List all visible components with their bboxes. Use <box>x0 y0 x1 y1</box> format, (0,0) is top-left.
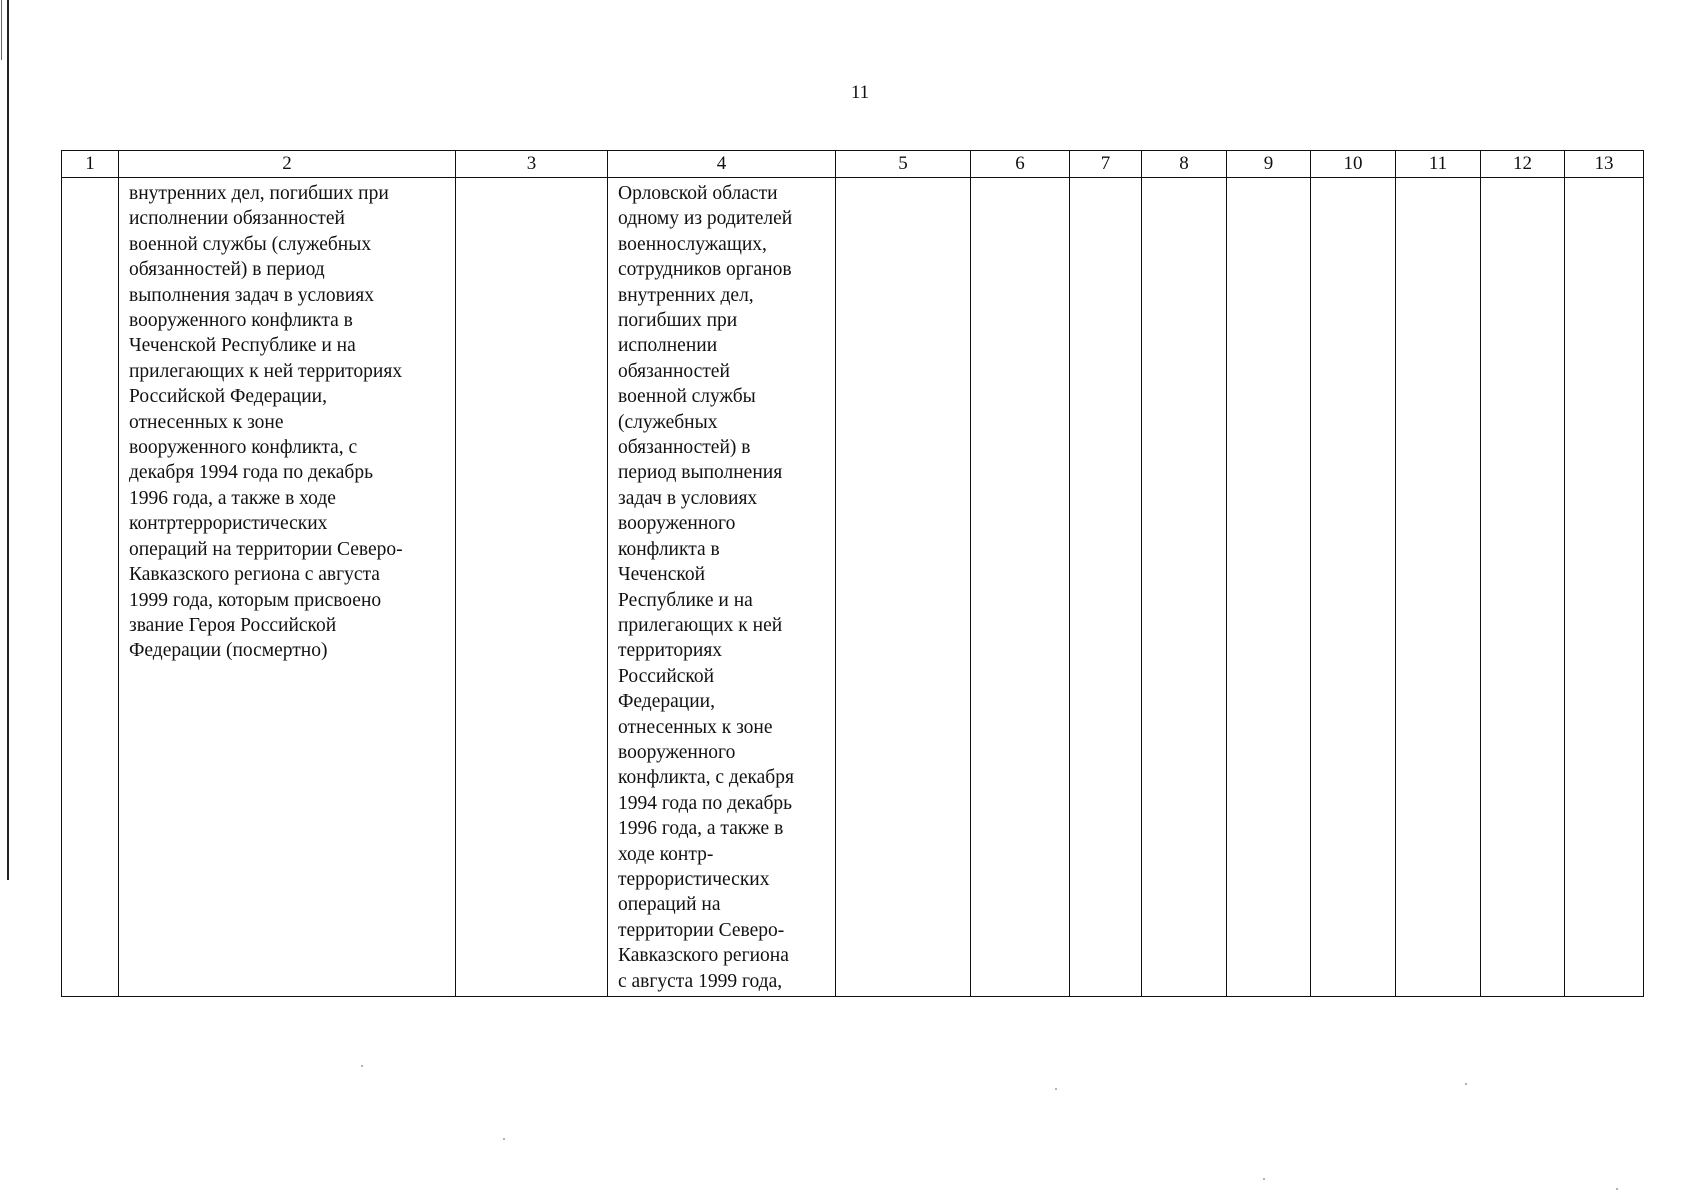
column-number: 6 <box>971 151 1070 178</box>
scan-edge-line <box>7 0 9 880</box>
register-table <box>61 150 1644 997</box>
column-number: 11 <box>1396 151 1481 178</box>
scan-speck <box>1263 1178 1265 1180</box>
scan-edge-mark <box>1 0 2 60</box>
table-cell-col2 <box>119 178 456 997</box>
payment-description-text: Орловской области одному из родителей военнослужащих, сотрудников органов внутренних дел, погибших при исполнении обязанностей военной службы (служебных обязанностей) в период выполнения задач в условиях вооруженного конфликта в Чеченской Республике и на прилегающих к ней территориях Российской Федерации, отнесенных к зоне вооруженного конфликта, с декабря 1994 года по декабрь 1996 года, а также в ходе контр- террористических операций на территории Северо- Кавказского региона с августа 1999 года, <box>618 183 794 992</box>
scan-speck <box>361 1065 363 1067</box>
column-number: 13 <box>1565 151 1644 178</box>
page-number: 11 <box>850 82 870 103</box>
column-number: 12 <box>1481 151 1565 178</box>
scan-speck <box>1055 1088 1057 1090</box>
table-cell-col1 <box>62 178 119 997</box>
column-number: 8 <box>1142 151 1227 178</box>
table-cell-col8 <box>1142 178 1227 997</box>
column-number: 9 <box>1227 151 1311 178</box>
table-cell-col6 <box>971 178 1070 997</box>
column-number: 3 <box>456 151 608 178</box>
column-number: 2 <box>119 151 456 178</box>
column-number: 10 <box>1311 151 1396 178</box>
table-cell-col13 <box>1565 178 1644 997</box>
table-cell-col3 <box>456 178 608 997</box>
table-cell-col9 <box>1227 178 1311 997</box>
scan-speck <box>1465 1083 1467 1085</box>
recipient-description-text: внутренних дел, погибших при исполнении обязанностей военной службы (служебных обязанностей) в период выполнения задач в условиях вооруженного конфликта в Чеченской Республике и на прилегающих к ней территориях Российской Федерации, отнесенных к зоне вооруженного конфликта, с декабря 1994 года по декабрь 1996 года, а также в ходе контртеррористических операций на территории Северо- Кавказского региона с августа 1999 года, которым присвоено звание Героя Российской Федерации (посмертно) <box>129 183 403 662</box>
column-number: 4 <box>608 151 836 178</box>
table-cell-col12 <box>1481 178 1565 997</box>
table-cell-col10 <box>1311 178 1396 997</box>
table-cell-col5 <box>836 178 971 997</box>
table-cell-col4 <box>608 178 836 997</box>
column-number: 5 <box>836 151 971 178</box>
table-row <box>62 178 1644 997</box>
scan-speck <box>1616 1188 1618 1190</box>
column-number: 1 <box>62 151 119 178</box>
column-number-row <box>62 151 1644 178</box>
table-cell-col11 <box>1396 178 1481 997</box>
table-cell-col7 <box>1070 178 1142 997</box>
scan-speck <box>503 1138 505 1140</box>
column-number: 7 <box>1070 151 1142 178</box>
